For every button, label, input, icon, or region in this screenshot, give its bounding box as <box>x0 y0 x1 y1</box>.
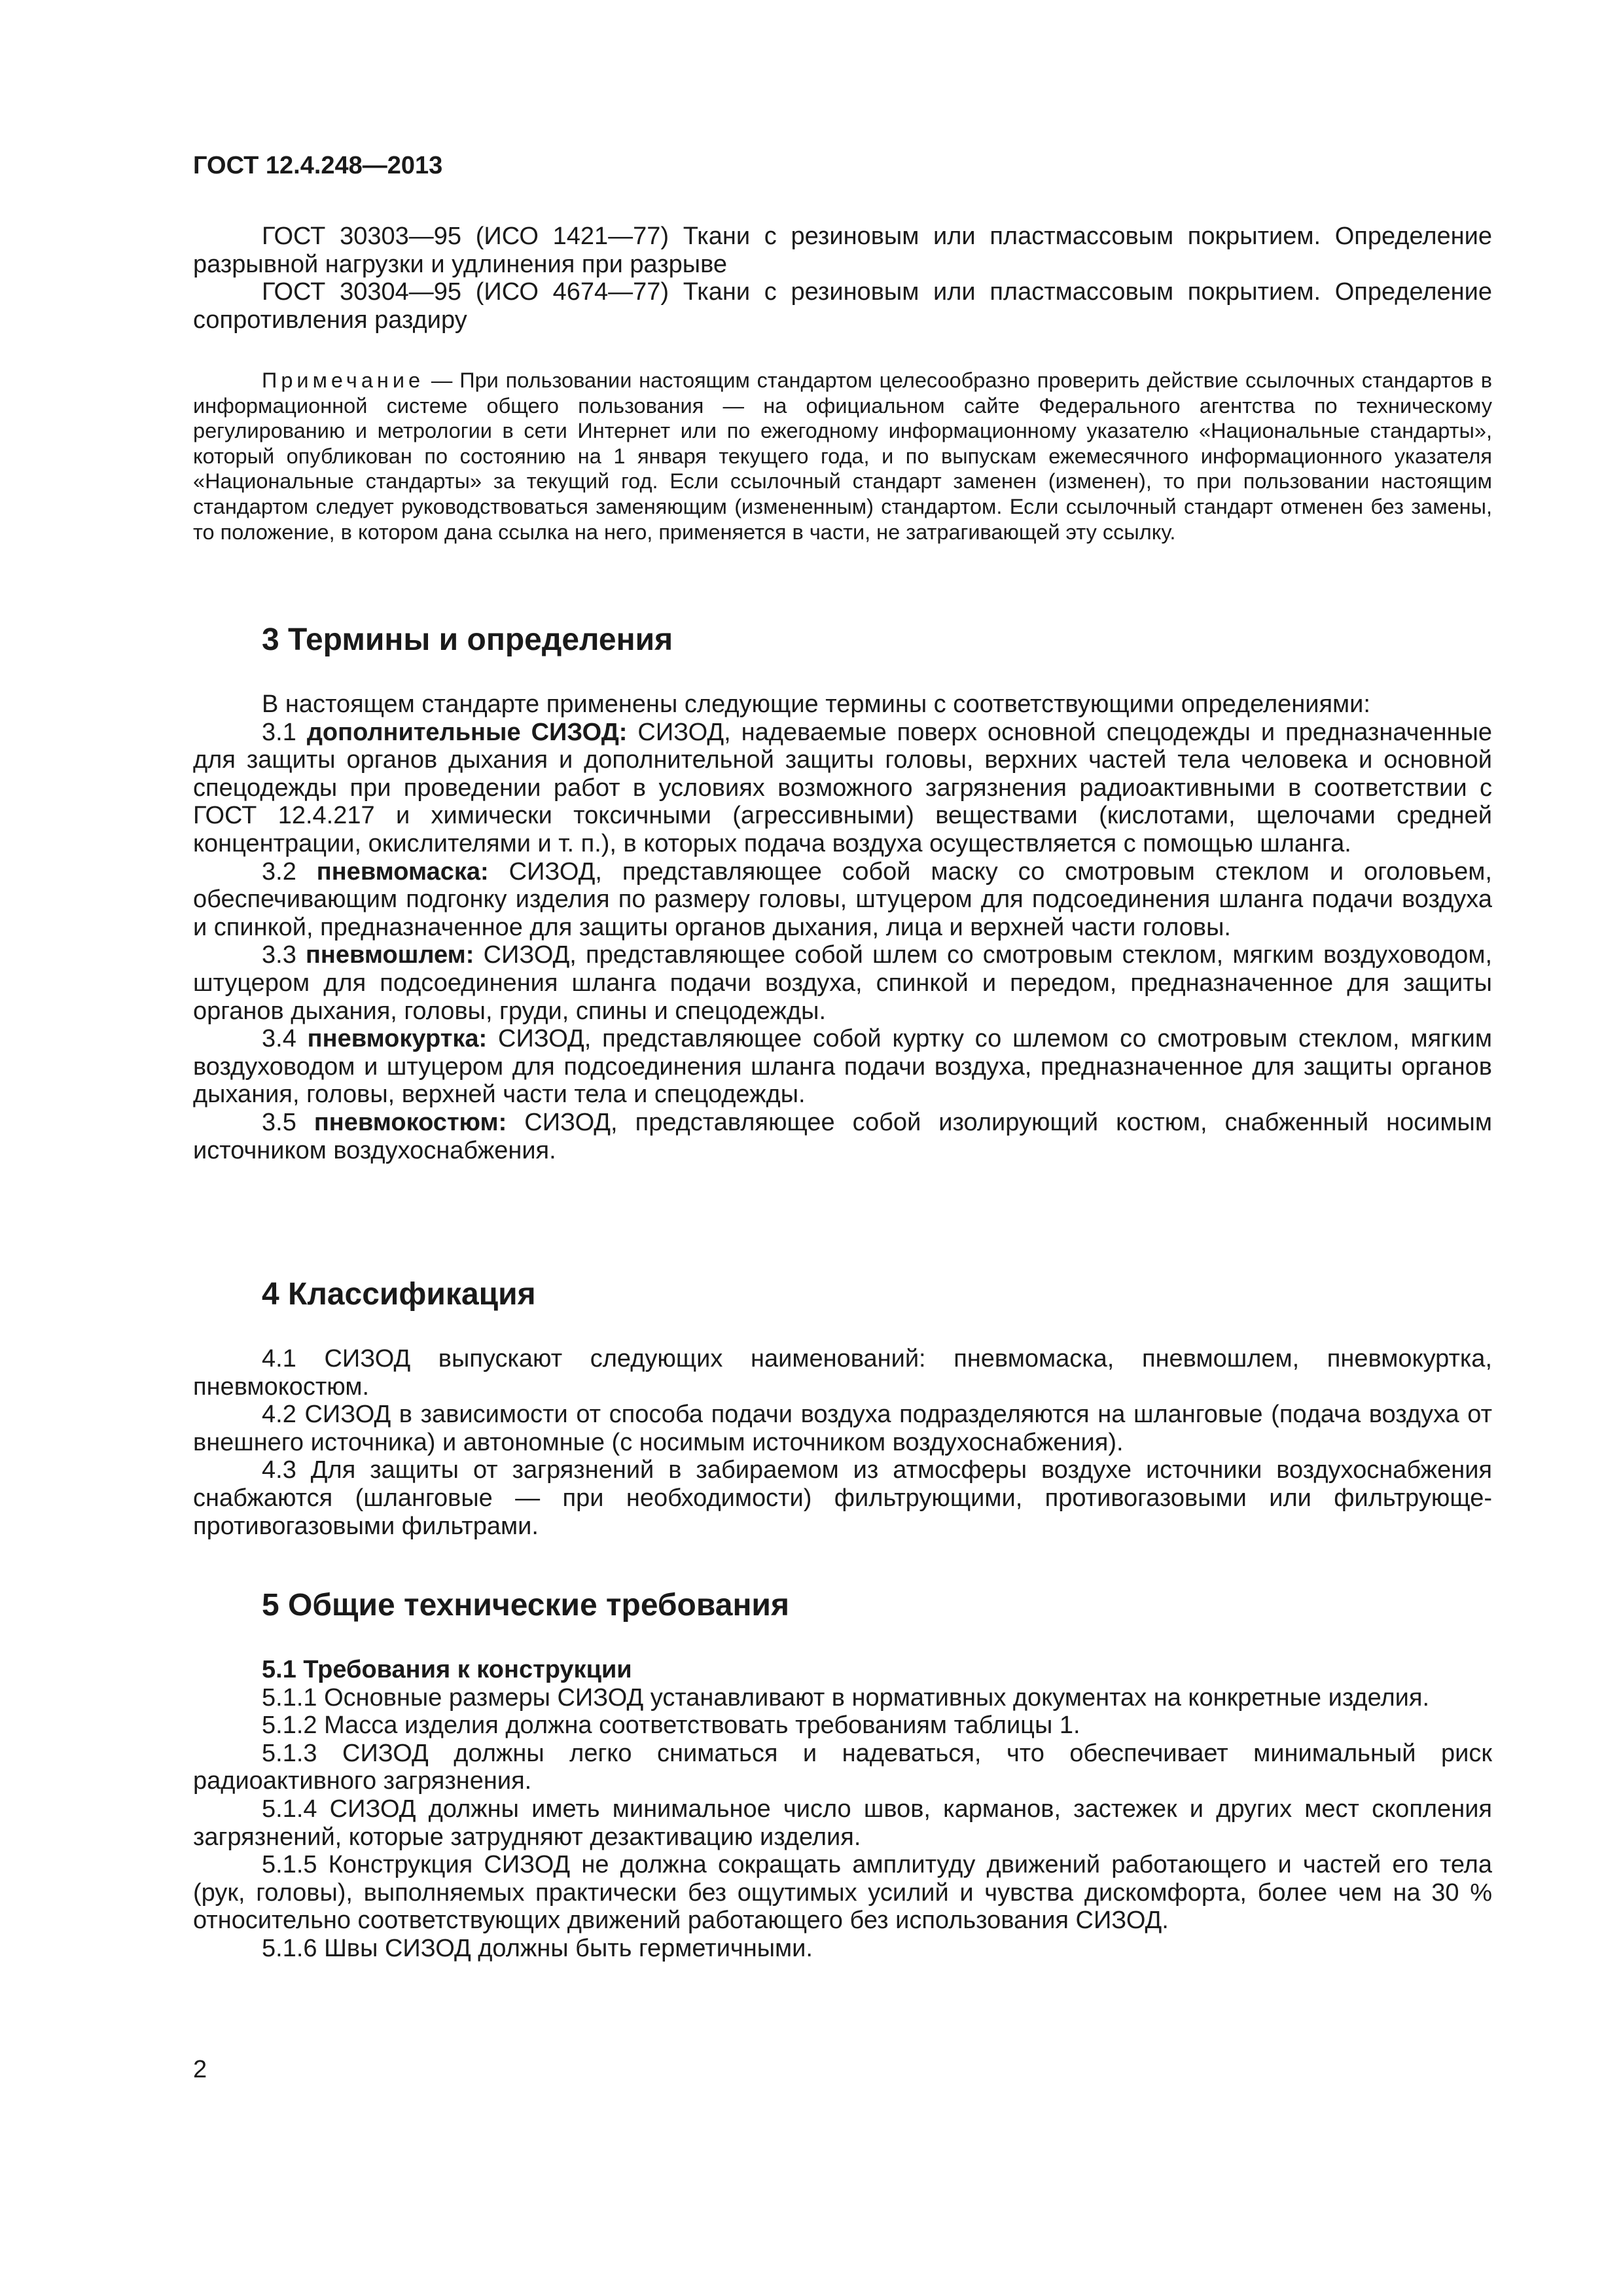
note-label: Примечание <box>262 368 425 392</box>
section-3-body <box>193 691 1492 1164</box>
requirement-item: 5.1.2 Масса изделия должна соответствовать требованиям таблицы 1. <box>262 1712 1080 1740</box>
section-5-title: 5 Общие технические требования <box>262 1588 789 1623</box>
term-definition: 3.5 пневмокостюм: СИЗОД, представляющее собой изолирующий костюм, снабженный носимым источником воздухоснабжения. <box>193 1108 1492 1164</box>
term-name: дополнительные СИЗОД: <box>306 718 628 746</box>
references-list <box>193 223 1492 334</box>
requirement-item: 5.1.3 СИЗОД должны легко сниматься и надеваться, что обеспечивает минимальный риск радиоактивного загрязнения. <box>193 1739 1492 1795</box>
term-name: пневмомаска: <box>316 857 489 886</box>
requirement-item: 5.1.6 Швы СИЗОД должны быть герметичными. <box>262 1934 813 1962</box>
note-block <box>193 368 1492 545</box>
note-paragraph <box>193 368 1492 545</box>
term-name: пневмошлем: <box>305 941 474 969</box>
document-header: ГОСТ 12.4.248—2013 <box>193 152 443 179</box>
section-4-body <box>193 1345 1492 1540</box>
requirement-item: 5.1.1 Основные размеры СИЗОД устанавливают в нормативных документах на конкретные изделия. <box>262 1683 1429 1712</box>
section-3-title: 3 Термины и определения <box>262 622 673 657</box>
term-name: пневмокуртка: <box>307 1025 488 1053</box>
term-definition: 3.1 дополнительные СИЗОД: СИЗОД, надеваемые поверх основной спецодежды и предназначенные для защиты органов дыхания и дополнительной защиты головы, верхних частей тела человека и основной спецодежды при проведении работ в условиях возможного загрязнения радиоактивными в соответствии с ГОСТ 12.4.217 и химически токсичными (агрессивными) веществами (кислотами, щелочами средней концентрации, окислителями и т. п.), в которых подача воздуха осуществляется с помощью шланга. <box>193 718 1492 857</box>
classification-item: 4.1 СИЗОД выпускают следующих наименований: пневмомаска, пневмошлем, пневмокуртка, пневмокостюм. <box>193 1345 1492 1401</box>
subsection-5-1-title: 5.1 Требования к конструкции <box>262 1656 632 1683</box>
section-4-title: 4 Классификация <box>262 1277 536 1312</box>
term-name: пневмокостюм: <box>313 1108 507 1136</box>
requirement-item: 5.1.5 Конструкция СИЗОД не должна сокращать амплитуду движений работающего и частей его тела (рук, головы), выполняемых практически без ощутимых усилий и чувства дискомфорта, более чем на 30 % относительно соответствующих движений работающего без использования СИЗОД. <box>193 1851 1492 1935</box>
classification-item: 4.3 Для защиты от загрязнений в забираемом из атмосферы воздухе источники воздухоснабжения снабжаются (шланговые — при необходимости) фильтрующими, противогазовыми или фильтрующе-противогазовыми фильтрами. <box>193 1456 1492 1540</box>
term-definition: 3.2 пневмомаска: СИЗОД, представляющее собой маску со смотровым стеклом и оголовьем, обеспечивающим подгонку изделия по размеру головы, штуцером для подсоединения шланга подачи воздуха и спинкой, предназначенное для защиты органов дыхания, лица и верхней части головы. <box>193 857 1492 941</box>
section-5-body <box>193 1656 1492 1963</box>
term-definition: 3.3 пневмошлем: СИЗОД, представляющее собой шлем со смотровым стеклом, мягким воздуховодом, штуцером для подсоединения шланга подачи воздуха, спинкой и передом, предназначенное для защиты органов дыхания, головы, груди, спины и спецодежды. <box>193 941 1493 1025</box>
reference-item: ГОСТ 30304—95 (ИСО 4674—77) Ткани с резиновым или пластмассовым покрытием. Определение сопротивления раздиру <box>193 278 1492 334</box>
page-number: 2 <box>193 2056 207 2083</box>
note-text: — При пользовании настоящим стандартом целесообразно проверить действие ссылочных стандартов в информационной системе общего пользования — на официальном сайте Федерального агентства по техническому регулированию и метрологии в сети Интернет или по ежегодному информационному указателю «Национальные стандарты», который опубликован по состоянию на 1 января текущего года, и по выпускам ежемесячного информационного указателя «Национальные стандарты» за текущий год. Если ссылочный стандарт заменен (изменен), то при пользовании настоящим стандартом следует руководствоваться заменяющим (измененным) стандартом. Если ссылочный стандарт отменен без замены, то положение, в котором дана ссылка на него, применяется в части, не затрагивающей эту ссылку. <box>193 368 1492 544</box>
reference-item: ГОСТ 30303—95 (ИСО 1421—77) Ткани с резиновым или пластмассовым покрытием. Определение разрывной нагрузки и удлинения при разрыве <box>193 223 1492 278</box>
section-3-intro: В настоящем стандарте применены следующие термины с соответствующими определениями: <box>262 691 1370 718</box>
classification-item: 4.2 СИЗОД в зависимости от способа подачи воздуха подразделяются на шланговые (подача воздуха от внешнего источника) и автономные (с носимым источником воздухоснабжения). <box>193 1401 1492 1456</box>
term-definition: 3.4 пневмокуртка: СИЗОД, представляющее собой куртку со шлемом со смотровым стеклом, мягким воздуховодом и штуцером для подсоединения шланга подачи воздуха, предназначенное для защиты органов дыхания, головы, верхней части тела и спецодежды. <box>193 1025 1492 1109</box>
requirement-item: 5.1.4 СИЗОД должны иметь минимальное число швов, карманов, застежек и других мест скопления загрязнений, которые затрудняют дезактивацию изделия. <box>193 1795 1492 1851</box>
